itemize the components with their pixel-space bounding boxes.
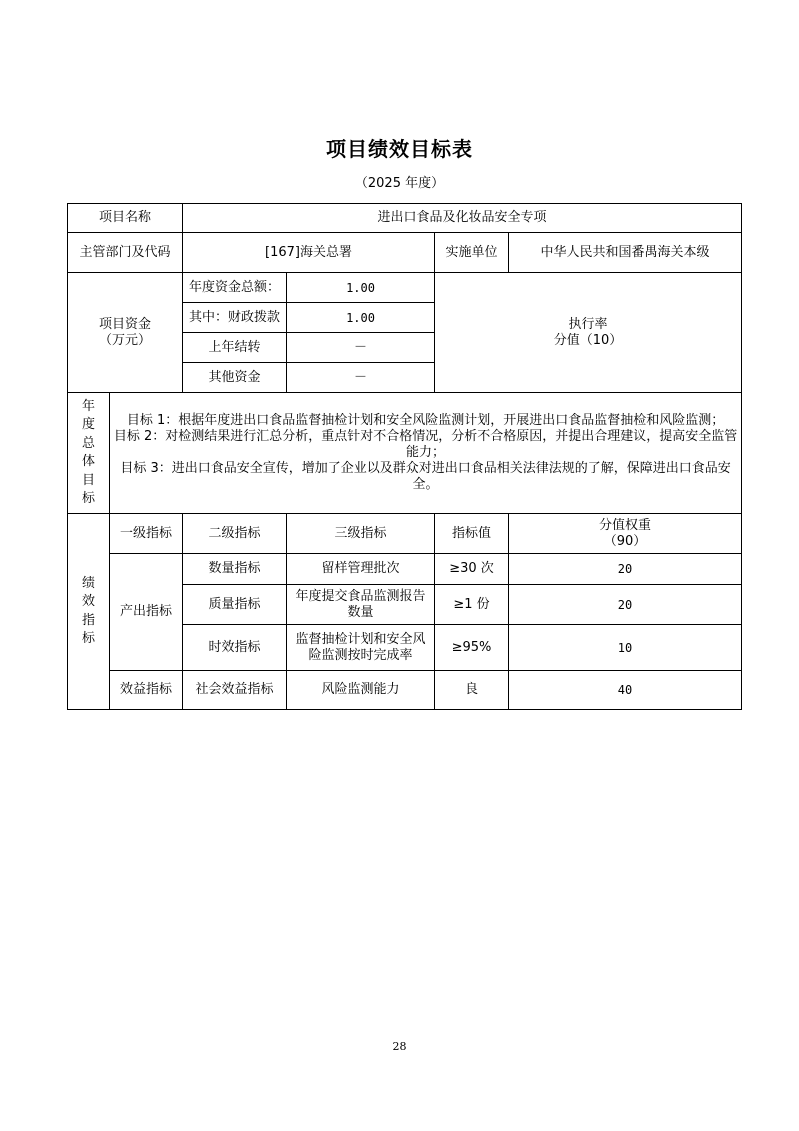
weight-cell: 40 [509,671,742,710]
department-label: 主管部门及代码 [68,233,183,273]
page-title: 项目绩效目标表 [326,137,473,161]
funds-row-total [68,273,742,303]
table-row [68,554,742,585]
header-value: 指标值 [435,514,509,554]
level2-cell: 质量指标 [183,585,287,625]
project-name-row [68,204,742,233]
goal-item: 目标 2：对检测结果进行汇总分析，重点针对不合格情况，分析不合格原因，并提出合理建议，提高安全监管能力； [113,429,738,460]
level3-cell: 留样管理批次 [287,554,435,585]
value-cell: 良 [435,671,509,710]
goal-item: 目标 1：根据年度进出口食品监督抽检计划和安全风险监测计划，开展进出口食品监督抽检和风险监测； [126,413,725,428]
annual-goals-row [68,393,742,514]
benefit-indicator-label: 效益指标 [110,671,183,710]
funds-other-value: － [287,363,435,393]
annual-goals-label-text: 年度总体目标 [81,398,95,506]
indicators-section-label [68,514,110,710]
funds-carryover-value: － [287,333,435,363]
level3-cell: 监督抽检计划和安全风险监测按时完成率 [287,625,435,671]
level2-cell: 社会效益指标 [183,671,287,710]
funds-fiscal-value: 1.00 [287,303,435,333]
table-row [68,671,742,710]
implementing-unit-label: 实施单位 [435,233,509,273]
funds-total-label: 年度资金总额： [183,273,287,303]
project-name-value: 进出口食品及化妆品安全专项 [183,204,742,233]
indicators-header-row [68,514,742,554]
page-number: 28 [392,1040,407,1053]
goal-item: 目标 3：进出口食品安全宣传，增加了企业以及群众对进出口食品相关法律法规的了解，保障进出口食品安全。 [120,461,731,492]
project-name-label: 项目名称 [68,204,183,233]
header-level3: 三级指标 [287,514,435,554]
page-subtitle: （2025 年度） [354,176,445,191]
header-level1: 一级指标 [110,514,183,554]
output-indicator-label: 产出指标 [110,554,183,671]
level2-cell: 时效指标 [183,625,287,671]
header-level2: 二级指标 [183,514,287,554]
funds-total-value: 1.00 [287,273,435,303]
funds-other-label: 其他资金 [183,363,287,393]
funds-label: 项目资金 （万元） [68,273,183,393]
indicators-section-label-text: 绩效指标 [81,575,95,646]
funds-carryover-label: 上年结转 [183,333,287,363]
level3-cell: 年度提交食品监测报告数量 [287,585,435,625]
weight-cell: 20 [509,554,742,585]
weight-cell: 20 [509,585,742,625]
value-cell: ≥30 次 [435,554,509,585]
value-cell: ≥1 份 [435,585,509,625]
department-row [68,233,742,273]
implementing-unit-value: 中华人民共和国番禺海关本级 [509,233,742,273]
department-value: [167]海关总署 [183,233,435,273]
value-cell: ≥95% [435,625,509,671]
level2-cell: 数量指标 [183,554,287,585]
performance-goal-table [67,203,742,710]
header-weight: 分值权重 （90） [509,514,742,554]
funds-fiscal-label: 其中：财政拨款 [183,303,287,333]
annual-goals-content [110,393,742,514]
execution-rate-label: 执行率 分值（10） [435,273,742,393]
weight-cell: 10 [509,625,742,671]
annual-goals-label [68,393,110,514]
level3-cell: 风险监测能力 [287,671,435,710]
